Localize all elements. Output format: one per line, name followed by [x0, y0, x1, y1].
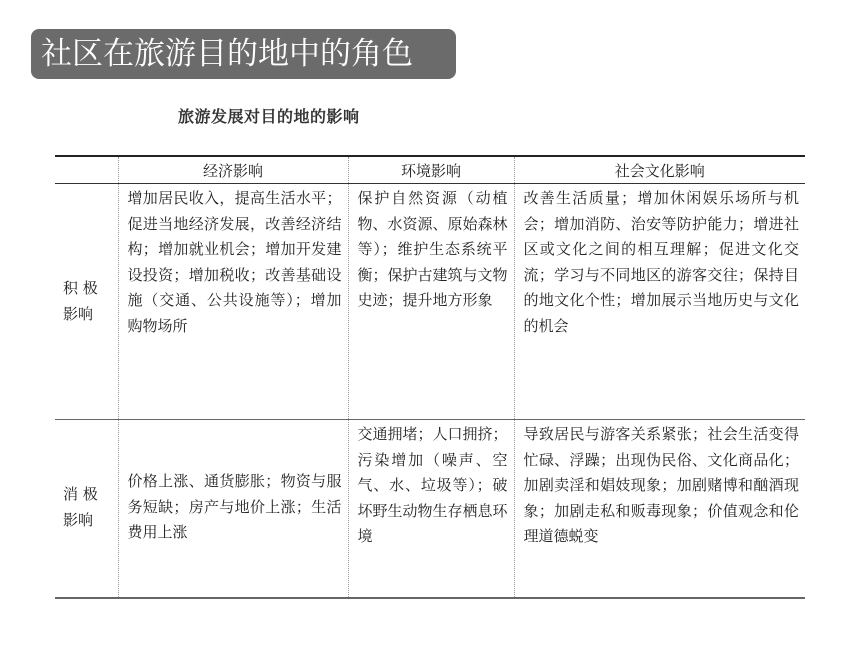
cell-negative-environmental: 交通拥堵；人口拥挤；污染增加（噪声、空气、水、垃圾等）；破坏野生动物生存栖息环境: [348, 420, 514, 598]
cell-positive-environmental: 保护自然资源（动植物、水资源、原始森林等）；维护生态系统平衡；保护古建筑与文物史迹；提升地方形象: [348, 184, 514, 420]
impact-table: [55, 155, 805, 599]
cell-negative-sociocultural: 导致居民与游客关系紧张；社会生活变得忙碌、浮躁；出现伪民俗、文化商品化；加剧卖淫和娼妓现象；加剧赌博和酗酒现象；加剧走私和贩毒现象；价值观念和伦理道德蜕变: [514, 420, 805, 598]
column-header-environmental: 环境影响: [348, 156, 514, 184]
cropped-footnote: [88, 571, 558, 577]
column-header-corner: [55, 156, 118, 184]
row-header-positive: 积 极 影响: [63, 278, 98, 323]
page-title: 社区在旅游目的地中的角色: [31, 29, 456, 79]
column-header-economic: 经济影响: [118, 156, 348, 184]
table-header-row: [55, 156, 805, 184]
cell-positive-sociocultural: 改善生活质量；增加休闲娱乐场所与机会；增加消防、治安等防护能力；增进社区或文化之间的相互理解；促进文化交流；学习与不同地区的游客交往；保持目的地文化个性；增加展示当地历史与文化的机会: [514, 184, 805, 420]
table-row-positive: [55, 184, 805, 420]
table-title: 旅游发展对目的地的影响: [178, 107, 360, 126]
column-header-sociocultural: 社会文化影响: [514, 156, 805, 184]
cell-positive-economic: 增加居民收入，提高生活水平；促进当地经济发展，改善经济结构；增加就业机会；增加开发建设投资；增加税收；改善基础设施（交通、公共设施等）；增加购物场所: [118, 184, 348, 420]
cell-negative-economic: 价格上涨、通货膨胀；物资与服务短缺；房产与地价上涨；生活费用上涨: [118, 420, 348, 598]
row-header-negative: 消 极 影响: [55, 420, 118, 598]
